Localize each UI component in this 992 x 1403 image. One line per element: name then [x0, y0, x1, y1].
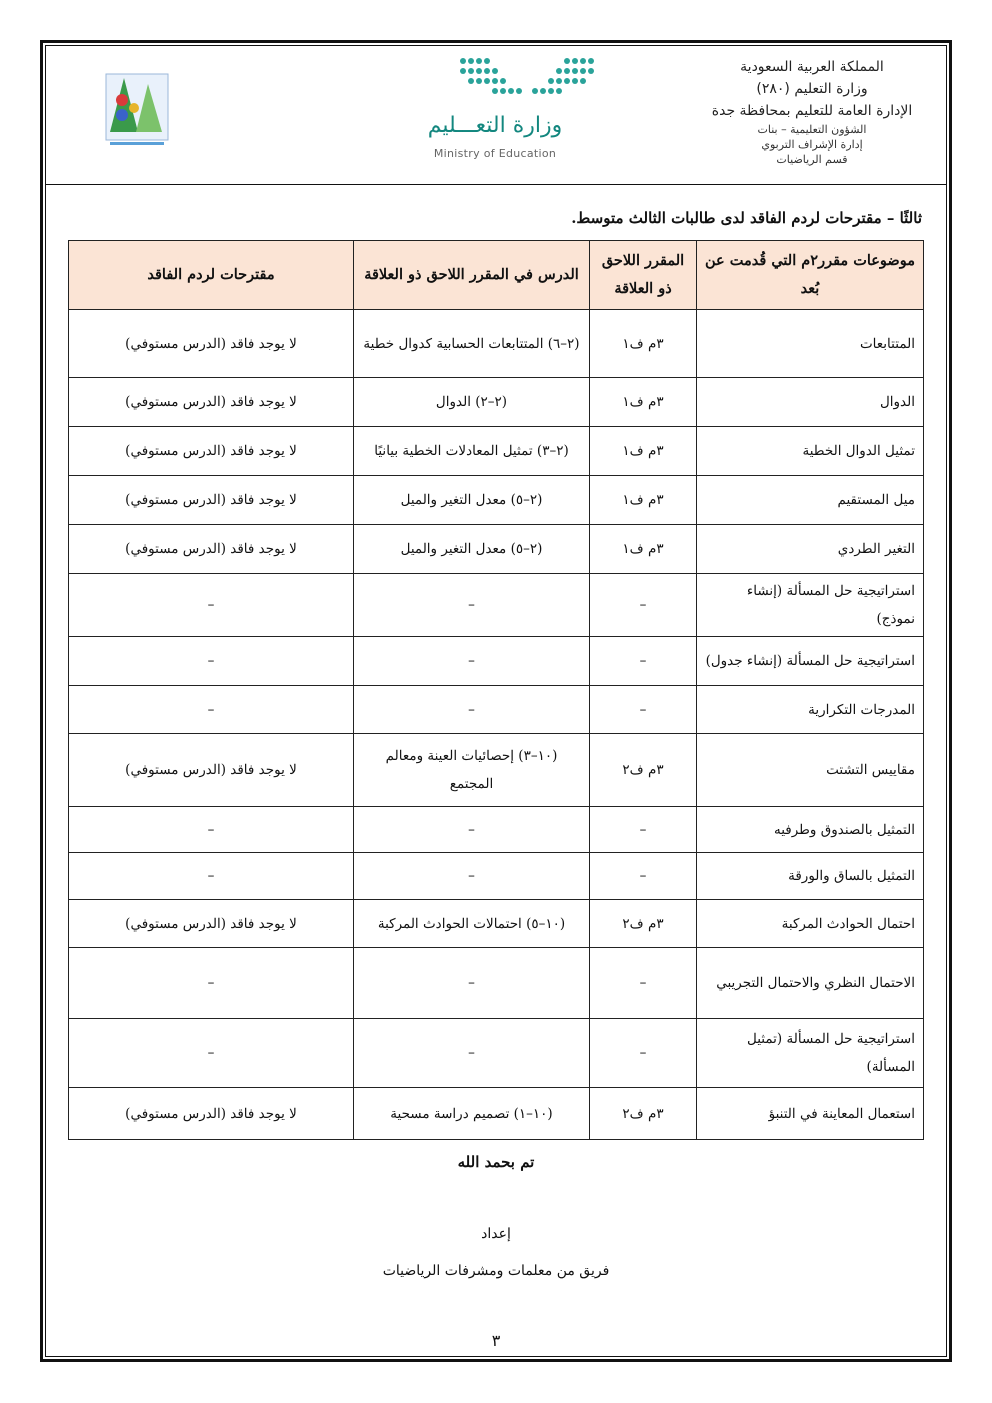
- header-course: المقرر اللاحق ذو العلاقة: [590, 241, 697, 310]
- cell-course: ٣م ف١: [590, 476, 697, 525]
- table-row: [69, 378, 924, 427]
- header-divider: [45, 184, 947, 185]
- ministry-dots-icon: [455, 55, 600, 105]
- table-row: [69, 476, 924, 525]
- cell-suggestion: –: [69, 574, 354, 637]
- cell-lesson: (١٠–٣) إحصائيات العينة ومعالم المجتمع: [354, 734, 590, 807]
- table-row: [69, 1088, 924, 1140]
- cell-lesson: –: [354, 853, 590, 900]
- header-topics: موضوعات مقرر٢م التي قُدمت عن بُعد: [697, 241, 924, 310]
- cell-course: ٣م ف٢: [590, 1088, 697, 1140]
- cell-suggestion: لا يوجد فاقد (الدرس مستوفي): [69, 734, 354, 807]
- cell-suggestion: –: [69, 637, 354, 686]
- cell-lesson: –: [354, 1019, 590, 1088]
- cell-topic: التمثيل بالصندوق وطرفيه: [697, 807, 924, 853]
- cell-topic: ميل المستقيم: [697, 476, 924, 525]
- page-number: ٣: [491, 1331, 501, 1350]
- table-row: [69, 853, 924, 900]
- header-suggestions: مقترحات لردم الفاقد: [69, 241, 354, 310]
- cell-suggestion: –: [69, 1019, 354, 1088]
- cell-topic: المدرجات التكرارية: [697, 686, 924, 734]
- school-emblem-icon: [104, 70, 170, 148]
- cell-course: ٣م ف١: [590, 427, 697, 476]
- cell-course: –: [590, 948, 697, 1019]
- cell-suggestion: –: [69, 807, 354, 853]
- header-supervision: إدارة الإشراف التربوي: [761, 138, 863, 151]
- prepared-label: إعداد: [481, 1226, 511, 1242]
- table-row: [69, 427, 924, 476]
- cell-course: ٣م ف٢: [590, 734, 697, 807]
- header-directorate: الإدارة العامة للتعليم بمحافظة جدة: [711, 103, 913, 119]
- cell-course: ٣م ف١: [590, 525, 697, 574]
- cell-suggestion: لا يوجد فاقد (الدرس مستوفي): [69, 900, 354, 948]
- cell-topic: تمثيل الدوال الخطية: [697, 427, 924, 476]
- cell-topic: الدوال: [697, 378, 924, 427]
- cell-topic: استراتيجية حل المسألة (إنشاء جدول): [697, 637, 924, 686]
- cell-suggestion: –: [69, 853, 354, 900]
- cell-course: –: [590, 574, 697, 637]
- cell-topic: مقاييس التشتت: [697, 734, 924, 807]
- cell-topic: استعمال المعاينة في التنبؤ: [697, 1088, 924, 1140]
- cell-lesson: (٢–٥) معدل التغير والميل: [354, 476, 590, 525]
- header-department: قسم الرياضيات: [776, 153, 848, 166]
- table-row: [69, 900, 924, 948]
- ministry-name-english: Ministry of Education: [433, 147, 557, 160]
- prepared-by: فريق من معلمات ومشرفات الرياضيات: [382, 1263, 610, 1279]
- cell-suggestion: لا يوجد فاقد (الدرس مستوفي): [69, 1088, 354, 1140]
- cell-lesson: (١٠–١) تصميم دراسة مسحية: [354, 1088, 590, 1140]
- table-row: [69, 734, 924, 807]
- header-ministry: وزارة التعليم (٢٨٠): [756, 81, 868, 97]
- cell-lesson: (٢–٣) تمثيل المعادلات الخطية بيانيًا: [354, 427, 590, 476]
- header-admin-block: [682, 56, 942, 167]
- cell-course: ٣م ف٢: [590, 900, 697, 948]
- header-kingdom: المملكة العربية السعودية: [740, 59, 884, 75]
- section-title: ثالثًا – مقترحات لردم الفاقد لدى طالبات الثالث متوسط.: [571, 209, 922, 227]
- cell-suggestion: لا يوجد فاقد (الدرس مستوفي): [69, 476, 354, 525]
- cell-lesson: (٢–٥) معدل التغير والميل: [354, 525, 590, 574]
- table-row: [69, 807, 924, 853]
- table-header-row: [69, 241, 924, 310]
- cell-topic: الاحتمال النظري والاحتمال التجريبي: [697, 948, 924, 1019]
- cell-suggestion: لا يوجد فاقد (الدرس مستوفي): [69, 427, 354, 476]
- cell-course: ٣م ف١: [590, 310, 697, 378]
- cell-topic: التغير الطردي: [697, 525, 924, 574]
- cell-topic: التمثيل بالساق والورقة: [697, 853, 924, 900]
- cell-lesson: –: [354, 948, 590, 1019]
- closing-thanks: تم بحمد الله: [457, 1153, 535, 1171]
- cell-topic: المتتابعات: [697, 310, 924, 378]
- cell-topic: استراتيجية حل المسألة (إنشاء نموذج): [697, 574, 924, 637]
- ministry-name-arabic: وزارة التعـــليم: [427, 113, 563, 138]
- cell-lesson: –: [354, 574, 590, 637]
- cell-suggestion: لا يوجد فاقد (الدرس مستوفي): [69, 310, 354, 378]
- ministry-logo: [380, 55, 610, 167]
- cell-suggestion: –: [69, 686, 354, 734]
- cell-lesson: (٢–٦) المتتابعات الحسابية كدوال خطية: [354, 310, 590, 378]
- cell-course: –: [590, 686, 697, 734]
- header-affairs: الشؤون التعليمية – بنات: [757, 123, 867, 136]
- header-lesson: الدرس في المقرر اللاحق ذو العلاقة: [354, 241, 590, 310]
- table-row: [69, 310, 924, 378]
- table-row: [69, 525, 924, 574]
- cell-course: –: [590, 853, 697, 900]
- cell-course: –: [590, 1019, 697, 1088]
- cell-suggestion: –: [69, 948, 354, 1019]
- table-row: [69, 637, 924, 686]
- cell-topic: استراتيجية حل المسألة (تمثيل المسألة): [697, 1019, 924, 1088]
- cell-suggestion: لا يوجد فاقد (الدرس مستوفي): [69, 378, 354, 427]
- table-row: [69, 686, 924, 734]
- suggestions-table: [68, 240, 924, 1140]
- cell-lesson: (٢–٢) الدوال: [354, 378, 590, 427]
- cell-lesson: –: [354, 637, 590, 686]
- cell-lesson: –: [354, 686, 590, 734]
- cell-course: ٣م ف١: [590, 378, 697, 427]
- cell-topic: احتمال الحوادث المركبة: [697, 900, 924, 948]
- cell-course: –: [590, 637, 697, 686]
- table-row: [69, 574, 924, 637]
- cell-lesson: –: [354, 807, 590, 853]
- cell-lesson: (١٠–٥) احتمالات الحوادث المركبة: [354, 900, 590, 948]
- table-row: [69, 948, 924, 1019]
- cell-suggestion: لا يوجد فاقد (الدرس مستوفي): [69, 525, 354, 574]
- cell-course: –: [590, 807, 697, 853]
- table-row: [69, 1019, 924, 1088]
